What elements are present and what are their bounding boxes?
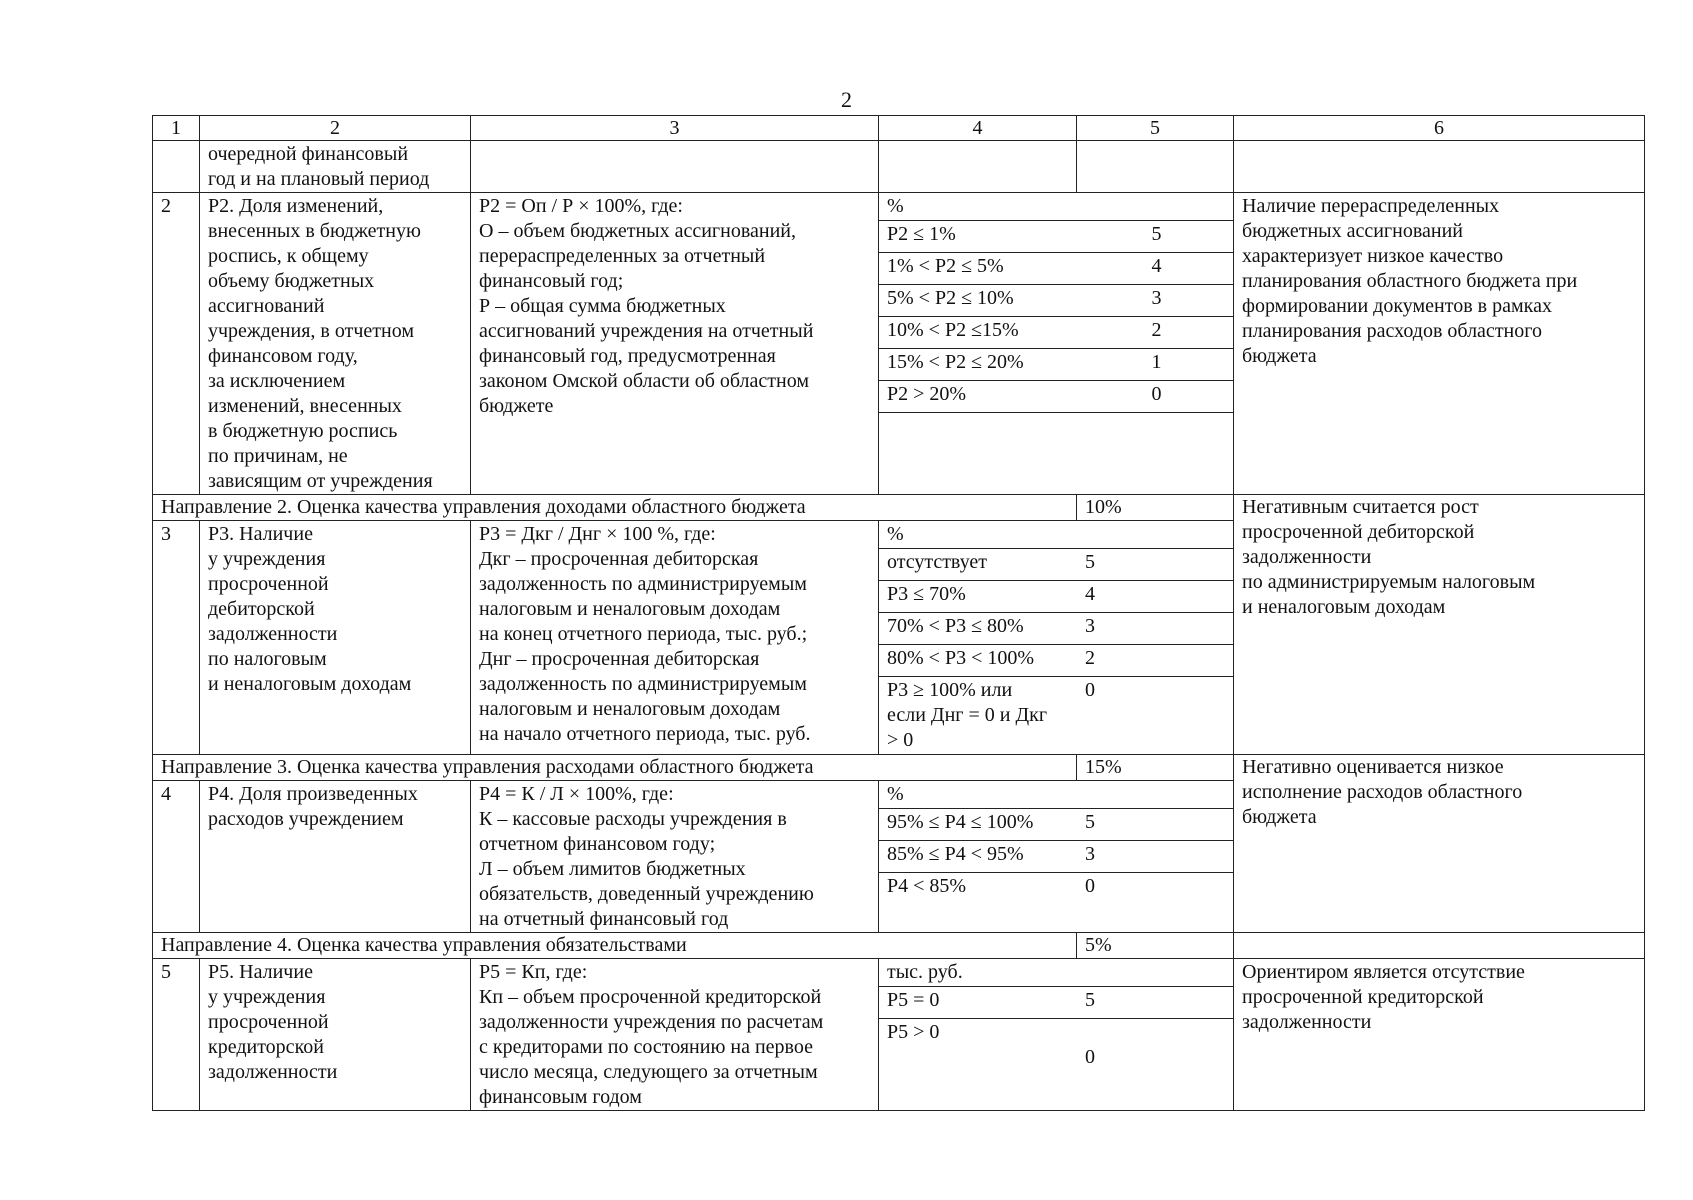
column-header: 6	[1234, 116, 1645, 141]
unit-label: %	[879, 521, 1077, 549]
row-number: 3	[153, 521, 200, 755]
section-weight: 15%	[1077, 755, 1234, 781]
score-cell	[879, 193, 1234, 495]
formula-cell: Р5 = Кп, где: Кп – объем просроченной кредиторской задолженности учреждения по расчетам с кредиторами по состоянию на первое число месяца, следующего за отчетным финансовым годом	[471, 959, 879, 1111]
page-number: 2	[841, 87, 852, 112]
score-range: 80% < Р3 < 100%	[879, 645, 1077, 677]
score-range: 95% ≤ Р4 ≤ 100%	[879, 809, 1077, 841]
score-table	[879, 959, 1234, 1075]
score-range: отсутствует	[879, 549, 1077, 581]
score-cell	[879, 781, 1234, 933]
table-row	[153, 959, 1645, 1111]
score-range: Р3 ≤ 70%	[879, 581, 1077, 613]
score-range: Р5 = 0	[879, 987, 1077, 1019]
comment-cell: Негативным считается рост просроченной дебиторской задолженности по администрируемым налоговым и неналоговым доходам	[1234, 495, 1645, 755]
column-header: 1	[153, 116, 200, 141]
column-header: 3	[471, 116, 879, 141]
formula-cell: Р3 = Дкг / Днг × 100 %, где: Дкг – просроченная дебиторская задолженность по администрируемым налоговым и неналоговым доходам на конец отчетного периода, тыс. руб.; Днг – просроченная дебиторская задолженность по администрируемым налоговым и неналоговым доходам на начало отчетного периода, тыс. руб.	[471, 521, 879, 755]
score-table	[879, 193, 1234, 413]
score-range: 5% < Р2 ≤ 10%	[879, 285, 1077, 317]
unit-label: тыс. руб.	[879, 959, 1077, 987]
score-value: 5	[1077, 809, 1234, 841]
score-value: 3	[1077, 613, 1234, 645]
score-value: 0	[1077, 381, 1234, 413]
score-range: Р2 > 20%	[879, 381, 1077, 413]
row-number: 4	[153, 781, 200, 933]
unit-label: %	[879, 781, 1077, 809]
table-row	[153, 193, 1645, 495]
score-value: 3	[1077, 841, 1234, 873]
score-range: 70% < Р3 ≤ 80%	[879, 613, 1077, 645]
score-value: 3	[1077, 285, 1234, 317]
score-value: 0	[1085, 875, 1095, 897]
formula-cell: Р4 = К / Л × 100%, где: К – кассовые расходы учреждения в отчетном финансовом году; Л – объем лимитов бюджетных обязательств, доведенный учреждению на отчетный финансовый год	[471, 781, 879, 933]
score-range: 85% ≤ Р4 < 95%	[879, 841, 1077, 873]
section-title: Направление 2. Оценка качества управления доходами областного бюджета	[153, 495, 1077, 521]
score-range: 1% < Р2 ≤ 5%	[879, 253, 1077, 285]
indicator-cell: Р4. Доля произведенных расходов учреждением	[200, 781, 471, 933]
score-range: 15% < Р2 ≤ 20%	[879, 349, 1077, 381]
score-table	[879, 781, 1234, 904]
criteria-table	[152, 115, 1645, 1111]
unit-label: %	[879, 193, 1077, 221]
section-row	[153, 755, 1645, 781]
score-value: 4	[1077, 253, 1234, 285]
score-value: 5	[1077, 221, 1234, 253]
score-range: Р3 ≥ 100% или если Днг = 0 и Дкг > 0	[887, 679, 1048, 751]
continuation-row	[153, 141, 1645, 193]
comment-cell: Ориентиром является отсутствие просроченной кредиторской задолженности	[1234, 959, 1645, 1111]
score-range: 10% < Р2 ≤15%	[879, 317, 1077, 349]
score-value: 2	[1077, 317, 1234, 349]
section-title: Направление 4. Оценка качества управления обязательствами	[153, 933, 1077, 959]
section-row	[153, 933, 1645, 959]
score-value: 5	[1077, 549, 1234, 581]
column-header: 2	[200, 116, 471, 141]
comment-cell: Наличие перераспределенных бюджетных ассигнований характеризует низкое качество планирования областного бюджета при формировании документов в рамках планирования расходов областного бюджета	[1234, 193, 1645, 495]
column-header-row	[153, 116, 1645, 141]
row-number: 2	[153, 193, 200, 495]
score-table	[879, 521, 1234, 754]
score-cell	[879, 959, 1234, 1111]
section-title: Направление 3. Оценка качества управления расходами областного бюджета	[153, 755, 1077, 781]
score-range: Р2 ≤ 1%	[879, 221, 1077, 253]
score-range: Р5 > 0	[887, 1021, 940, 1043]
score-value: 5	[1077, 987, 1234, 1019]
comment-cell: Негативно оценивается низкое исполнение расходов областного бюджета	[1234, 755, 1645, 933]
score-value: 2	[1077, 645, 1234, 677]
column-header: 4	[879, 116, 1077, 141]
section-weight: 5%	[1077, 933, 1234, 959]
score-value: 0	[1085, 679, 1095, 701]
score-cell	[879, 521, 1234, 755]
row-number: 5	[153, 959, 200, 1111]
indicator-cell: Р5. Наличие у учреждения просроченной кредиторской задолженности	[200, 959, 471, 1111]
score-value: 0	[1085, 1046, 1095, 1068]
section-row	[153, 495, 1645, 521]
column-header: 5	[1077, 116, 1234, 141]
indicator-cell: очередной финансовый год и на плановый период	[200, 141, 471, 193]
score-range: Р4 < 85%	[887, 875, 967, 897]
indicator-cell: Р3. Наличие у учреждения просроченной дебиторской задолженности по налоговым и неналоговым доходам	[200, 521, 471, 755]
section-weight: 10%	[1077, 495, 1234, 521]
formula-cell: Р2 = Оп / Р × 100%, где: О – объем бюджетных ассигнований, перераспределенных за отчетный финансовый год; Р – общая сумма бюджетных ассигнований учреждения на отчетный финансовый год, предусмотренная законом Омской области об областном бюджете	[471, 193, 879, 495]
indicator-cell: Р2. Доля изменений, внесенных в бюджетную роспись, к общему объему бюджетных ассигнований учреждения, в отчетном финансовом году, за исключением изменений, внесенных в бюджетную роспись по причинам, не зависящим от учреждения	[200, 193, 471, 495]
score-value: 4	[1077, 581, 1234, 613]
score-value: 1	[1077, 349, 1234, 381]
